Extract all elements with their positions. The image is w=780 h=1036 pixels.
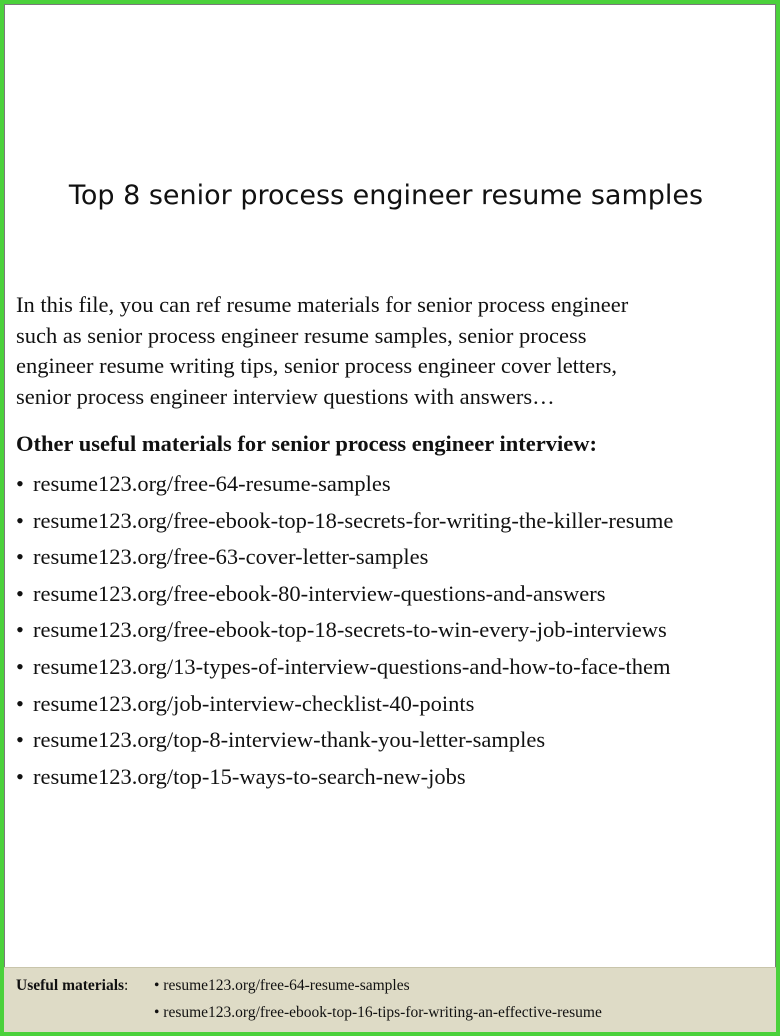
list-item xyxy=(16,466,673,503)
footer-label-text: Useful materials xyxy=(16,977,125,994)
bullet-icon: • xyxy=(16,763,24,789)
link-text[interactable]: resume123.org/job-interview-checklist-40-points xyxy=(33,690,475,716)
list-item xyxy=(16,649,673,686)
bullet-icon: • xyxy=(16,690,24,716)
bullet-icon: • xyxy=(16,471,24,496)
bullet-icon: • xyxy=(16,580,24,606)
bullet-icon: • xyxy=(16,727,24,753)
link-text[interactable]: resume123.org/free-ebook-top-18-secrets-for-writing-the-killer-resume xyxy=(33,507,674,533)
list-item xyxy=(16,722,673,759)
list-item xyxy=(16,612,673,649)
intro-paragraph: In this file, you can ref resume materials for senior process engineer such as senior process engineer resume samples, senior process engineer resume writing tips, senior process engineer cover letters, senior process engineer interview questions with answers… xyxy=(16,292,629,409)
list-item xyxy=(16,759,673,796)
list-item xyxy=(16,539,673,576)
bullet-icon: • xyxy=(16,544,24,570)
bullet-icon: • xyxy=(16,507,24,533)
link-text[interactable]: resume123.org/13-types-of-interview-questions-and-how-to-face-them xyxy=(33,653,671,679)
document-title: Top 8 senior process engineer resume samples xyxy=(68,180,704,211)
footer-link[interactable]: • resume123.org/free-64-resume-samples xyxy=(154,977,410,994)
link-text[interactable]: resume123.org/free-63-cover-letter-samples xyxy=(33,544,429,570)
bullet-icon: • xyxy=(16,653,24,679)
footer-bar xyxy=(4,967,776,1032)
footer-label xyxy=(16,977,128,995)
link-text[interactable]: resume123.org/free-ebook-80-interview-questions-and-answers xyxy=(33,580,606,606)
footer-link[interactable]: • resume123.org/free-ebook-top-16-tips-for-writing-an-effective-resume xyxy=(154,1004,602,1021)
link-text[interactable]: resume123.org/top-15-ways-to-search-new-jobs xyxy=(33,763,466,789)
link-text[interactable]: resume123.org/free-64-resume-samples xyxy=(33,471,391,496)
link-text[interactable]: resume123.org/free-ebook-top-18-secrets-to-win-every-job-interviews xyxy=(33,617,667,643)
footer-label-colon: : xyxy=(124,977,129,994)
links-heading: Other useful materials for senior process engineer interview: xyxy=(16,431,597,456)
list-item xyxy=(16,576,673,613)
links-list xyxy=(16,466,673,795)
bullet-icon: • xyxy=(16,617,24,643)
list-item xyxy=(16,503,673,540)
link-text[interactable]: resume123.org/top-8-interview-thank-you-letter-samples xyxy=(33,727,546,753)
list-item xyxy=(16,686,673,723)
